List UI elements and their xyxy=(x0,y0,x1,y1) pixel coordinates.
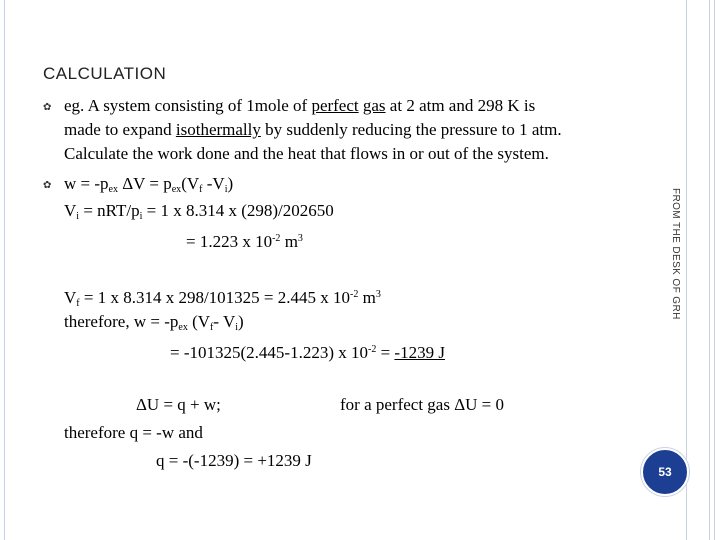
initial-volume-equation: $V_i = nRT/p_i = 1$ x 8.314 x (298)/202650 xyxy=(64,201,334,222)
heat-statement: therefore q = -w and xyxy=(64,423,203,442)
perfect-gas-note: for a perfect gas ΔU = 0 xyxy=(340,395,505,414)
left-frame-line xyxy=(4,0,5,540)
page-number-badge: 53 xyxy=(641,448,689,496)
final-volume-equation: $V_f = 1$ x 8.314 x 298/101325 = 2.445 x $10^{-2}$ $m^3$ xyxy=(64,288,381,309)
initial-volume-result: = 1.223 x $10^{-2}$ $m^3$ xyxy=(186,232,303,251)
heat-result: q = -(-1239) = +1239 J xyxy=(156,451,312,470)
work-result: = -101325(2.445-1.223) x $10^{-2} = -1239$ J xyxy=(170,343,445,362)
bullet-icon: ✿ xyxy=(43,180,52,191)
work-substitution: therefore, $w = -p_{ex}$ ($V_f-$ $V_i$) xyxy=(64,312,244,333)
first-law-equation: ΔU = q + w; xyxy=(136,395,221,414)
side-label: FROM THE DESK OF GRH xyxy=(670,188,681,320)
right-frame-line xyxy=(714,0,715,540)
work-equation: $w = -p_{ex}$ $\Delta V = p_{ex}(V_f$ $-V_i$) xyxy=(64,174,234,195)
problem-line-2: made to expand isothermally by suddenly reducing the pressure to 1 atm. xyxy=(64,120,562,139)
slide-title: CALCULATION xyxy=(43,64,167,83)
problem-line-1: eg. A system consisting of 1mole of perfect gas at 2 atm and 298 K is xyxy=(64,96,536,115)
right-frame-band xyxy=(686,0,710,540)
problem-line-3: Calculate the work done and the heat that flows in or out of the system. xyxy=(64,144,549,163)
bullet-icon: ✿ xyxy=(43,102,52,113)
